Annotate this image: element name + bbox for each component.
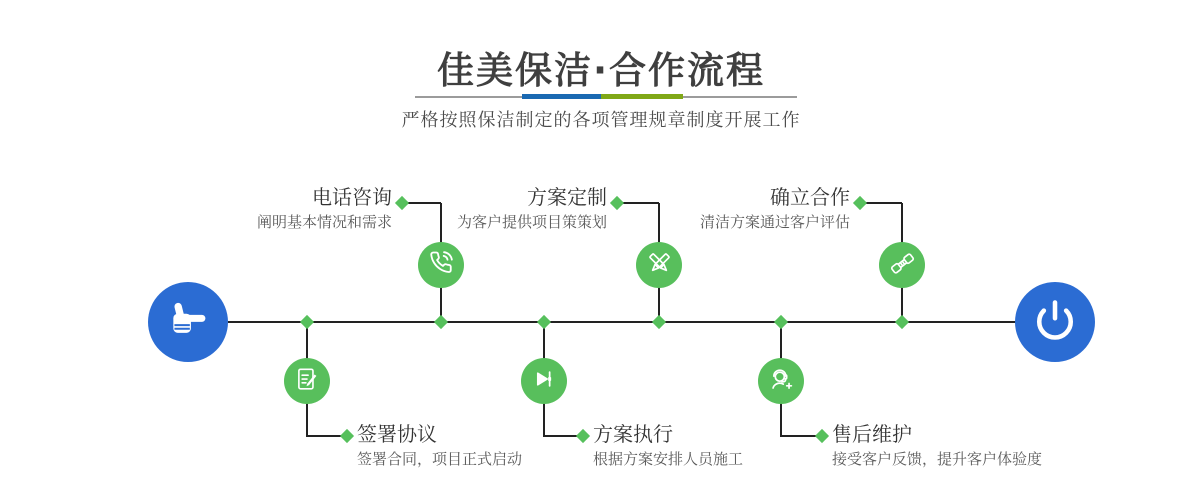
page-subtitle: 严格按照保洁制定的各项管理规章制度开展工作 — [401, 110, 801, 131]
step-desc: 阐明基本情况和需求 — [256, 213, 392, 231]
step-node-execute — [521, 358, 567, 404]
handshake-icon — [889, 250, 916, 281]
power-icon — [1034, 299, 1076, 345]
divider-accent-blue — [522, 94, 601, 99]
diamond-marker — [815, 429, 829, 443]
play-slider-icon — [531, 366, 557, 396]
timeline-start-node — [148, 282, 228, 362]
diamond-marker — [537, 315, 551, 329]
step-title: 方案定制 — [527, 185, 607, 209]
diamond-marker — [652, 315, 666, 329]
diamond-marker — [300, 315, 314, 329]
diamond-marker — [434, 315, 448, 329]
crossed-pencils-icon — [646, 250, 673, 281]
step-label — [832, 423, 1042, 468]
diamond-marker — [895, 315, 909, 329]
step-node-phone — [418, 242, 464, 288]
headset-person-icon — [768, 366, 795, 397]
step-desc: 清洁方案通过客户评估 — [699, 213, 850, 231]
step-label — [257, 186, 392, 231]
timeline-end-node — [1015, 282, 1095, 362]
divider-accent-green — [601, 94, 683, 99]
diamond-marker — [576, 429, 590, 443]
step-desc: 为客户提供项目策策划 — [456, 213, 607, 231]
page-title: 佳美保洁·合作流程 — [436, 49, 766, 92]
step-label — [700, 186, 850, 231]
diamond-marker — [774, 315, 788, 329]
step-desc: 接受客户反馈，提升客户体验度 — [832, 450, 1043, 468]
diamond-marker — [853, 196, 867, 210]
step-title: 方案执行 — [593, 422, 673, 446]
pointing-hand-icon — [166, 298, 210, 346]
step-title: 确立合作 — [770, 185, 850, 209]
step-node-aftersales — [758, 358, 804, 404]
diamond-marker — [340, 429, 354, 443]
step-desc: 签署合同，项目正式启动 — [357, 450, 523, 468]
step-title: 签署协议 — [357, 422, 437, 446]
step-label — [357, 423, 522, 468]
step-node-plan — [636, 242, 682, 288]
step-title: 售后维护 — [832, 422, 912, 446]
step-label — [457, 186, 607, 231]
step-title: 电话咨询 — [312, 185, 392, 209]
step-node-contract — [284, 358, 330, 404]
step-label — [593, 423, 743, 468]
step-desc: 根据方案安排人员施工 — [593, 450, 744, 468]
phone-icon — [428, 250, 454, 280]
diamond-marker — [395, 196, 409, 210]
diamond-marker — [610, 196, 624, 210]
step-node-cooperation — [879, 242, 925, 288]
contract-pen-icon — [294, 366, 320, 396]
